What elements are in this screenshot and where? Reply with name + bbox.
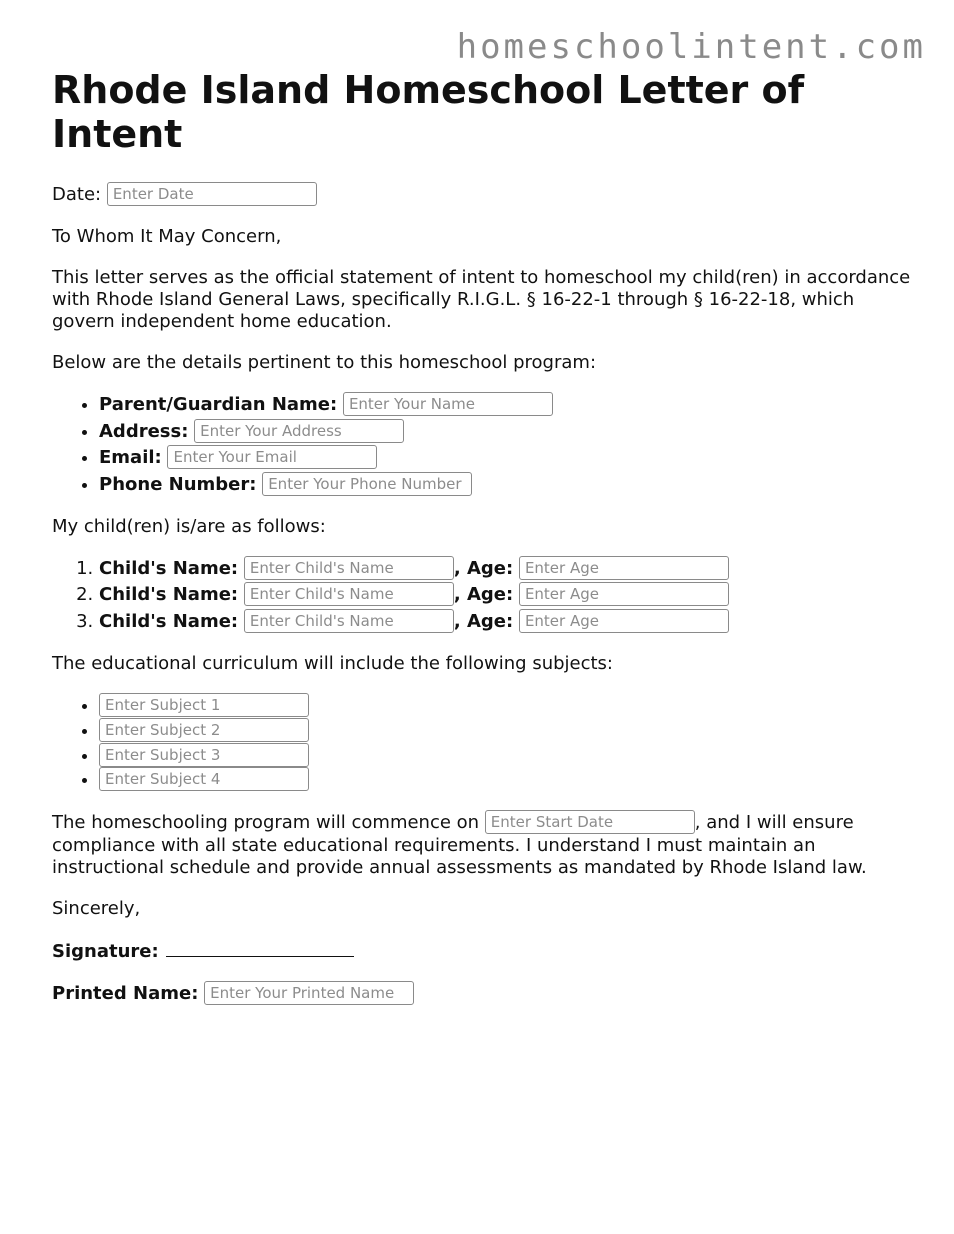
subjects-list [52, 694, 912, 792]
site-watermark: homeschoolintent.com [456, 27, 926, 67]
child-name-label: Child's Name: [99, 557, 239, 579]
details-intro: Below are the details pertinent to this homeschool program: [52, 352, 597, 373]
signature-row [52, 939, 912, 963]
child-age-separator: , [453, 610, 467, 632]
child-name-label: Child's Name: [99, 584, 239, 606]
child-row [99, 610, 912, 634]
child-age-separator: , [453, 584, 467, 606]
email-input[interactable] [167, 445, 377, 469]
letter-document [52, 68, 912, 1025]
date-row [52, 183, 912, 207]
list-item [99, 744, 912, 768]
child-age-label: Age: [466, 610, 514, 632]
page-title: Rhode Island Homeschool Letter of Intent [52, 68, 805, 156]
list-item [99, 719, 912, 743]
address-input[interactable] [194, 419, 404, 443]
signature-label: Signature: [52, 941, 159, 963]
subject-input[interactable] [99, 743, 309, 767]
signature-line[interactable] [166, 939, 354, 957]
child-row [99, 583, 912, 607]
list-item-phone [99, 473, 912, 497]
salutation: To Whom It May Concern, [52, 226, 282, 247]
parent-details-list [52, 393, 912, 497]
child-name-input[interactable] [244, 609, 454, 633]
printed-name-input[interactable] [204, 981, 414, 1005]
subject-input[interactable] [99, 693, 309, 717]
child-age-input[interactable] [519, 609, 729, 633]
child-name-input[interactable] [244, 556, 454, 580]
child-age-label: Age: [466, 584, 514, 606]
children-intro: My child(ren) is/are as follows: [52, 515, 326, 537]
subject-input[interactable] [99, 718, 309, 742]
list-item-address [99, 420, 912, 444]
intro-paragraph: This letter serves as the official statement of intent to homeschool my child(ren) in accordance with Rhode Island General Laws, specifically R.I.G.L. § 16-22-1 through § 16-22-18, which govern independent home education. [52, 267, 911, 332]
child-name-label: Child's Name: [99, 610, 239, 632]
child-age-input[interactable] [519, 582, 729, 606]
printed-name-label: Printed Name: [52, 983, 199, 1005]
address-label: Address: [99, 420, 189, 442]
child-age-label: Age: [466, 557, 514, 579]
child-age-input[interactable] [519, 556, 729, 580]
date-input[interactable] [107, 182, 317, 206]
child-name-input[interactable] [244, 582, 454, 606]
child-age-separator: , [453, 557, 467, 579]
printed-name-row [52, 982, 912, 1006]
closing: Sincerely, [52, 898, 141, 920]
subject-input[interactable] [99, 767, 309, 791]
start-date-input[interactable] [485, 810, 695, 834]
parent-name-input[interactable] [343, 392, 553, 416]
list-item [99, 768, 912, 792]
date-label: Date: [52, 184, 102, 205]
commence-text-before: The homeschooling program will commence on [52, 812, 485, 834]
email-label: Email: [99, 447, 162, 469]
child-row [99, 557, 912, 581]
list-item [99, 694, 912, 718]
phone-label: Phone Number: [99, 473, 257, 495]
commence-text-after: , and I will ensure compliance with all state educational requirements. I understand I must maintain an instructional schedule and provide annual assessments as mandated by Rhode Island law. [52, 812, 867, 879]
curriculum-intro: The educational curriculum will include the following subjects: [52, 652, 613, 674]
parent-name-label: Parent/Guardian Name: [99, 394, 338, 415]
commence-paragraph [52, 811, 912, 879]
list-item-parent-name [99, 393, 912, 417]
children-list [52, 557, 912, 634]
phone-input[interactable] [262, 472, 472, 496]
list-item-email [99, 446, 912, 470]
